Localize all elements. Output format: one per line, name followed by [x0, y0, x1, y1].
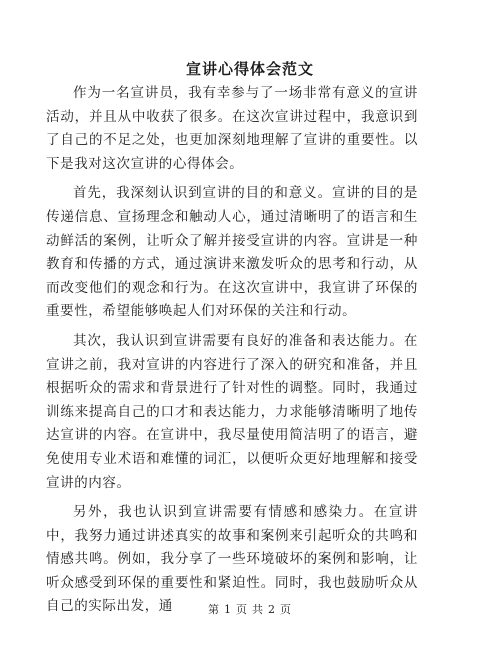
footer-total-label: 共: [252, 603, 264, 616]
page-footer: [0, 601, 500, 617]
paragraph-intro: 作为一名宣讲员，我有幸参与了一场非常有意义的宣讲活动，并且从中收获了很多。在这次宣讲过程中，我意识到了自己的不足之处，也更加深刻地理解了宣讲的重要性。以下是我对这次宣讲的心得体会。: [46, 85, 418, 172]
footer-page-number: 1: [224, 603, 232, 616]
footer-page-unit: 页: [236, 603, 248, 616]
footer-total-pages: 2: [268, 603, 276, 616]
footer-total-unit: 页: [280, 603, 292, 616]
footer-page-label: 第: [208, 603, 220, 616]
paragraph-second: 其次，我认识到宣讲需要有良好的准备和表达能力。在宣讲之前，我对宣讲的内容进行了深入的研究和准备，并且根据听众的需求和背景进行了针对性的调整。同时，我通过训练来提高自己的口才和表达能力，力求能够清晰明了地传达宣讲的内容。在宣讲中，我尽量使用简洁明了的语言，避免使用专业术语和难懂的词汇，以便听众更好地理解和接受宣讲的内容。: [46, 332, 418, 491]
page-title: 宣讲心得体会范文: [185, 60, 314, 78]
document-body: [46, 82, 418, 619]
paragraph-first: 首先，我深刻认识到宣讲的目的和意义。宣讲的目的是传递信息、宣扬理念和触动人心，通过清晰明了的语言和生动鲜活的案例，让听众了解并接受宣讲的内容。宣讲是一种教育和传播的方式，通过演讲来激发听众的思考和行动，从而改变他们的观念和行为。在这次宣讲中，我宣讲了环保的重要性，希望能够唤起人们对环保的关注和行动。: [46, 185, 418, 320]
paragraph-third: 另外，我也认识到宣讲需要有情感和感染力。在宣讲中，我努力通过讲述真实的故事和案例来引起听众的共鸣和情感共鸣。例如，我分享了一些环境破坏的案例和影响，让听众感受到环保的重要性和紧迫性。同时，我也鼓励听众从自己的实际出发，通: [46, 504, 418, 615]
